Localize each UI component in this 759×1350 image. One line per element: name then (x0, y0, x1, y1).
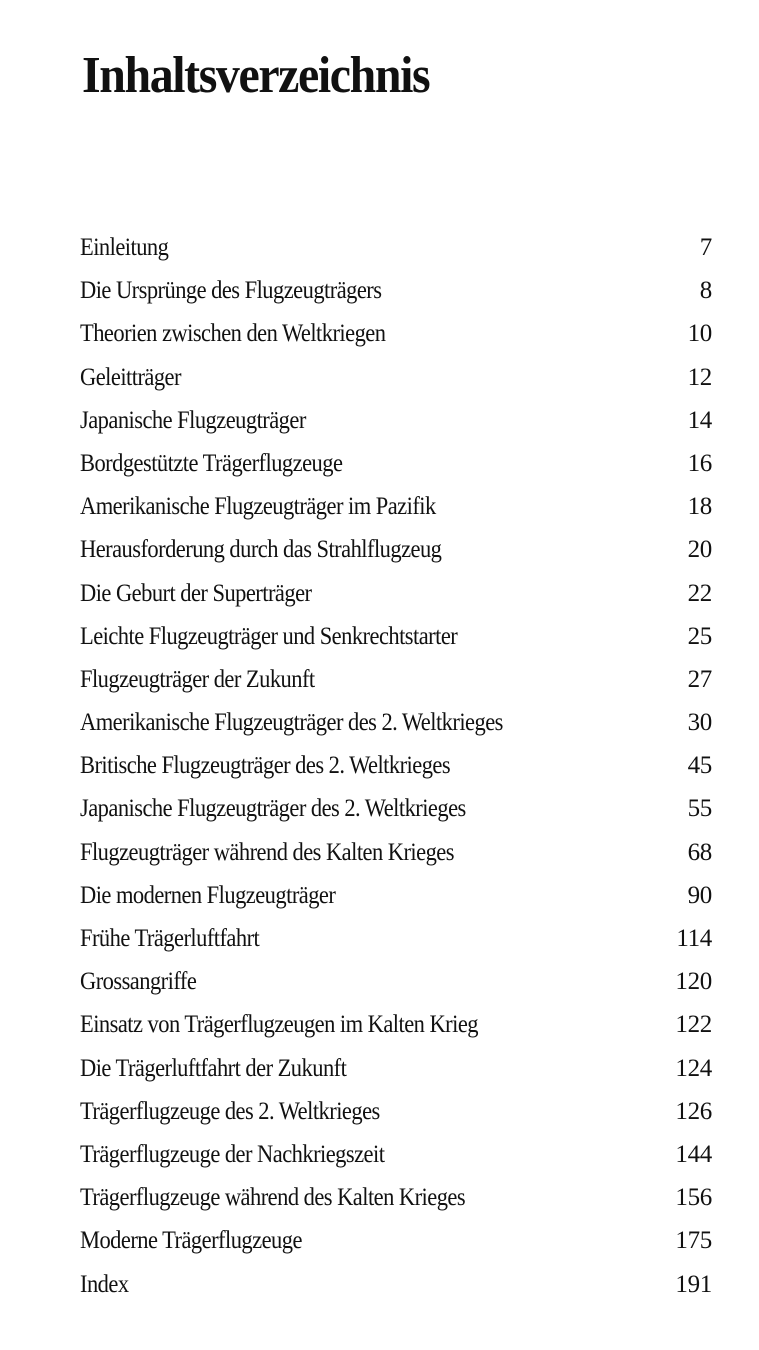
toc-entry-page-number: 90 (687, 881, 712, 909)
toc-entry (80, 572, 712, 615)
toc-entry-title: Die modernen Flugzeugträger (80, 881, 336, 909)
toc-entry-page-number: 114 (676, 925, 712, 952)
toc-entry-page-number: 8 (699, 277, 712, 305)
toc-entry (80, 442, 712, 485)
toc-entry-title: Einsatz von Trägerflugzeugen im Kalten Krieg (80, 1011, 479, 1039)
toc-entry-page-number: 25 (687, 622, 712, 650)
toc-entry-title: Amerikanische Flugzeugträger im Pazifik (80, 493, 436, 521)
toc-entry-page-number: 122 (675, 1011, 712, 1039)
toc-entry-title: Japanische Flugzeugträger des 2. Weltkrieges (80, 795, 466, 823)
toc-entry-title: Flugzeugträger der Zukunft (80, 665, 315, 693)
toc-entry-title: Die Geburt der Superträger (80, 579, 312, 607)
toc-entry (80, 528, 712, 571)
toc-entry-title: Grossangriffe (80, 968, 197, 996)
toc-entry-page-number: 10 (687, 320, 712, 348)
toc-entry-page-number: 120 (675, 968, 712, 996)
toc-entry (80, 485, 712, 528)
toc-entry-page-number: 45 (687, 752, 712, 780)
toc-entry-title: Frühe Trägerluftfahrt (80, 925, 260, 952)
page-title: Inhaltsverzeichnis (82, 47, 430, 104)
toc-entry (80, 269, 712, 312)
toc-entry-title: Japanische Flugzeugträger (80, 406, 306, 434)
toc-entry-page-number: 124 (675, 1054, 712, 1082)
toc-entry-page-number: 126 (675, 1097, 712, 1125)
toc-entry-title: Trägerflugzeuge der Nachkriegszeit (80, 1140, 385, 1168)
toc-entry-title: Einleitung (80, 234, 169, 261)
toc-entry-title: Flugzeugträger während des Kalten Krieges (80, 838, 454, 866)
toc-entry (80, 1133, 712, 1176)
toc-entry (80, 615, 712, 658)
toc-entry-page-number: 27 (687, 665, 712, 693)
toc-entry (80, 399, 712, 442)
toc-entry (80, 1003, 712, 1046)
toc-entry (80, 831, 712, 874)
toc-entry-page-number: 7 (699, 234, 712, 261)
toc-entry-title: Index (80, 1270, 129, 1298)
toc-entry (80, 960, 712, 1003)
toc-entry (80, 1176, 712, 1219)
toc-entry (80, 356, 712, 399)
toc-entry-title: Britische Flugzeugträger des 2. Weltkrieges (80, 752, 451, 780)
toc-entry-page-number: 156 (675, 1184, 712, 1212)
toc-entry-page-number: 20 (687, 536, 712, 564)
toc-entry-page-number: 22 (687, 579, 712, 607)
toc-entry-title: Leichte Flugzeugträger und Senkrechtstarter (80, 622, 458, 650)
toc-entry-title: Die Ursprünge des Flugzeugträgers (80, 277, 382, 305)
toc-entry (80, 787, 712, 830)
toc-entry-page-number: 18 (687, 493, 712, 521)
toc-entry-page-number: 68 (687, 838, 712, 866)
toc-entry-page-number: 30 (687, 709, 712, 737)
toc-entry-page-number: 175 (675, 1227, 712, 1255)
toc-entry-page-number: 14 (687, 406, 712, 434)
toc-entry (80, 1047, 712, 1090)
toc-entry-page-number: 144 (675, 1140, 712, 1168)
toc-entry (80, 874, 712, 917)
toc-entry-title: Theorien zwischen den Weltkriegen (80, 320, 386, 348)
toc-entry-title: Geleitträger (80, 363, 181, 391)
toc-entry-title: Amerikanische Flugzeugträger des 2. Weltkrieges (80, 709, 503, 737)
toc-entry-title: Trägerflugzeuge des 2. Weltkrieges (80, 1097, 380, 1125)
toc-entry (80, 312, 712, 355)
toc-entry (80, 1219, 712, 1262)
toc-entry (80, 744, 712, 787)
toc-entry-page-number: 191 (675, 1270, 712, 1298)
toc-entry (80, 917, 712, 960)
toc-entry (80, 658, 712, 701)
toc-entry-title: Die Trägerluftfahrt der Zukunft (80, 1054, 347, 1082)
toc-entry (80, 226, 712, 269)
toc-entry-title: Bordgestützte Trägerflugzeuge (80, 449, 343, 477)
toc-entry-title: Trägerflugzeuge während des Kalten Krieges (80, 1184, 466, 1212)
toc-entry-title: Moderne Trägerflugzeuge (80, 1227, 302, 1255)
toc-entry-page-number: 55 (687, 795, 712, 823)
toc-entry (80, 1090, 712, 1133)
toc-entry-page-number: 16 (687, 449, 712, 477)
table-of-contents (80, 226, 712, 1306)
toc-entry (80, 1263, 712, 1306)
toc-entry (80, 701, 712, 744)
toc-entry-title: Herausforderung durch das Strahlflugzeug (80, 536, 442, 564)
toc-entry-page-number: 12 (687, 363, 712, 391)
